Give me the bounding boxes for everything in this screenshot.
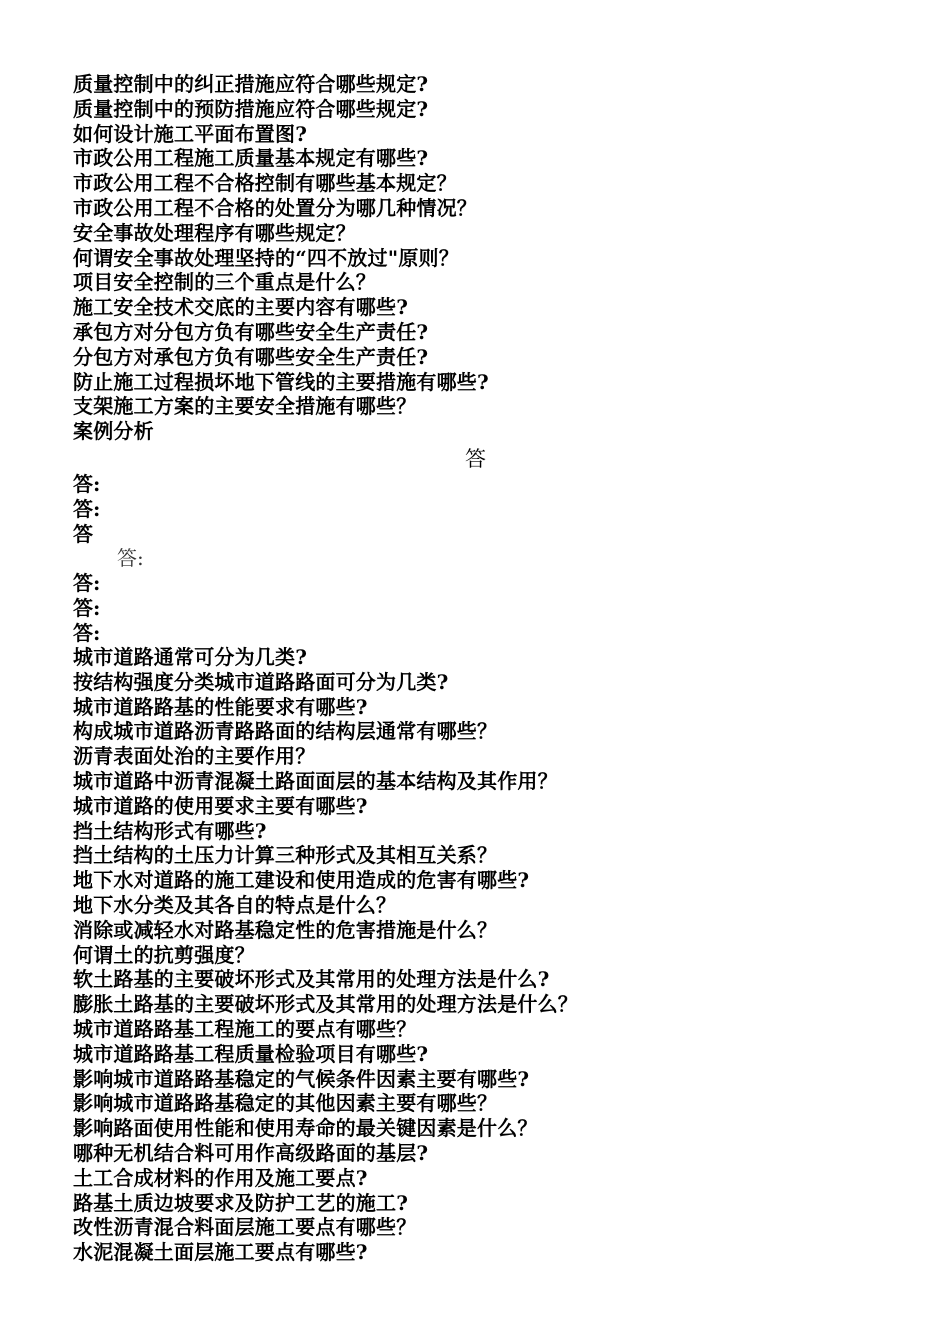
answer-label: 答: — [73, 571, 101, 596]
question-item: 市政公用工程不合格控制有哪些基本规定？ — [73, 171, 457, 196]
question-item: 改性沥青混合料面层施工要点有哪些？ — [73, 1215, 417, 1240]
question-item: 影响路面使用性能和使用寿命的最关键因素是什么？ — [73, 1116, 538, 1141]
question-item: 城市道路通常可分为几类? — [73, 645, 308, 669]
question-item: 施工安全技术交底的主要内容有哪些? — [73, 295, 409, 320]
answer-list — [73, 472, 473, 646]
question-item: 构成城市道路沥青路路面的结构层通常有哪些？ — [73, 719, 498, 744]
question-item: 水泥混凝土面层施工要点有哪些? — [73, 1240, 368, 1265]
question-item: 质量控制中的纠正措施应符合哪些规定? — [73, 72, 429, 96]
question-item: 影响城市道路路基稳定的其他因素主要有哪些？ — [73, 1091, 498, 1116]
question-item: 膨胀土路基的主要破坏形式及其常用的处理方法是什么？ — [73, 992, 578, 1017]
question-item: 防止施工过程损坏地下管线的主要措施有哪些? — [73, 369, 489, 394]
question-item: 城市道路路基工程施工的要点有哪些？ — [73, 1016, 417, 1041]
question-item: 市政公用工程施工质量基本规定有哪些? — [73, 146, 429, 171]
question-item: 城市道路的使用要求主要有哪些? — [73, 793, 368, 818]
question-item: 城市道路路基的性能要求有哪些? — [73, 694, 368, 719]
answer-label: 答: — [73, 472, 101, 496]
question-item: 挡土结构形式有哪些? — [73, 818, 267, 843]
question-item: 安全事故处理程序有哪些规定？ — [73, 220, 356, 245]
question-item: 土工合成材料的作用及施工要点? — [73, 1165, 368, 1190]
question-item: 支架施工方案的主要安全措施有哪些？ — [73, 394, 417, 419]
question-item: 如何设计施工平面布置图? — [73, 121, 308, 146]
question-item: 项目安全控制的三个重点是什么？ — [73, 270, 376, 295]
question-item: 消除或减轻水对路基稳定性的危害措施是什么？ — [73, 917, 498, 942]
question-item: 路基土质边坡要求及防护工艺的施工? — [73, 1190, 409, 1215]
question-item: 地下水对道路的施工建设和使用造成的危害有哪些? — [73, 868, 530, 893]
question-list-part1 — [73, 72, 933, 444]
question-item: 城市道路路基工程质量检验项目有哪些? — [73, 1041, 429, 1066]
answer-heading: 答 — [465, 447, 486, 471]
answer-label: 答 — [73, 521, 93, 546]
answer-label: 答: — [117, 546, 144, 571]
answer-label: 答: — [73, 595, 101, 620]
question-item: 质量控制中的预防措施应符合哪些规定? — [73, 96, 429, 121]
question-item: 影响城市道路路基稳定的气候条件因素主要有哪些? — [73, 1066, 530, 1091]
question-item: 案例分析 — [73, 419, 154, 444]
question-item: 分包方对承包方负有哪些安全生产责任? — [73, 344, 429, 369]
question-item: 何谓土的抗剪强度？ — [73, 942, 255, 967]
question-item: 城市道路中沥青混凝土路面面层的基本结构及其作用？ — [73, 768, 558, 793]
question-item: 沥青表面处治的主要作用？ — [73, 744, 316, 769]
question-item: 按结构强度分类城市道路路面可分为几类? — [73, 669, 449, 694]
question-list-part2 — [73, 645, 933, 1265]
answer-label: 答: — [73, 496, 101, 521]
question-item: 承包方对分包方负有哪些安全生产责任? — [73, 319, 429, 344]
question-item: 软土路基的主要破坏形式及其常用的处理方法是什么? — [73, 967, 550, 992]
question-item: 何谓安全事故处理坚持的“四不放过"原则？ — [73, 245, 459, 270]
question-item: 哪种无机结合料可用作高级路面的基层? — [73, 1140, 429, 1165]
question-item: 市政公用工程不合格的处置分为哪几种情况？ — [73, 195, 477, 220]
question-item: 挡土结构的土压力计算三种形式及其相互关系？ — [73, 843, 498, 868]
answer-label: 答: — [73, 620, 101, 645]
question-item: 地下水分类及其各自的特点是什么？ — [73, 892, 397, 917]
